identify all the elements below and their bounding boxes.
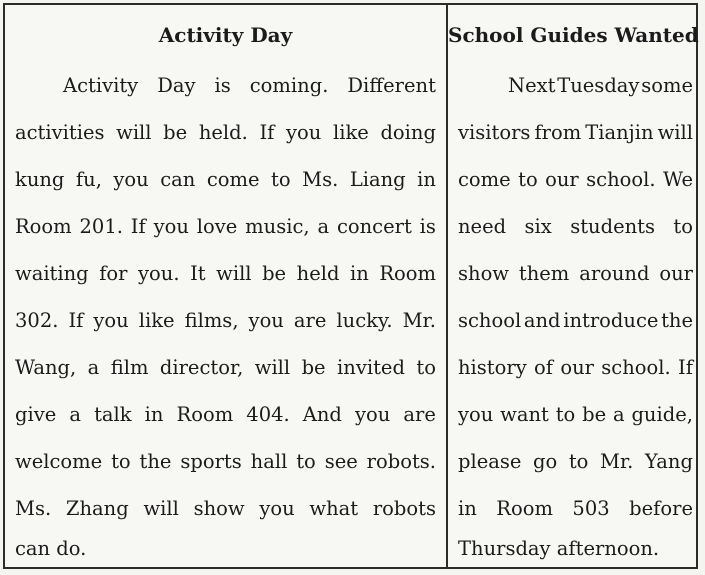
activity-day-line: give a talk in Room 404. And you are — [15, 403, 436, 426]
activity-day-line: Room 201. If you love music, a concert is — [15, 215, 436, 238]
activity-day-line: can do. — [15, 537, 87, 560]
school-guides-panel — [448, 5, 698, 567]
school-guides-line: you want to be a guide, — [458, 403, 693, 426]
school-guides-line: come to our school. We — [458, 168, 693, 191]
activity-day-title: Activity Day — [158, 23, 293, 47]
school-guides-line: need six students to — [458, 215, 693, 238]
activity-day-line: Activity Day is coming. Different — [63, 74, 436, 97]
school-guides-title: School Guides Wanted — [448, 23, 699, 47]
activity-day-line: Ms. Zhang will show you what robots — [15, 497, 436, 520]
school-guides-line: history of our school. If — [458, 356, 693, 379]
school-guides-line: Next Tuesday some — [508, 74, 693, 97]
school-guides-line: Thursday afternoon. — [458, 537, 660, 560]
school-guides-line: school and introduce the — [458, 309, 693, 332]
school-guides-line: in Room 503 before — [458, 497, 693, 520]
activity-day-line: waiting for you. It will be held in Room — [15, 262, 436, 285]
activity-day-line: activities will be held. If you like doing — [15, 121, 436, 144]
activity-day-panel — [5, 5, 448, 567]
school-guides-line: show them around our — [458, 262, 693, 285]
activity-day-line: 302. If you like films, you are lucky. Mr. — [15, 309, 436, 332]
school-guides-line: visitors from Tianjin will — [458, 121, 693, 144]
school-guides-line: please go to Mr. Yang — [458, 450, 693, 473]
notice-board — [3, 3, 698, 569]
activity-day-line: welcome to the sports hall to see robots. — [15, 450, 436, 473]
activity-day-line: kung fu, you can come to Ms. Liang in — [15, 168, 436, 191]
activity-day-line: Wang, a film director, will be invited to — [15, 356, 436, 379]
